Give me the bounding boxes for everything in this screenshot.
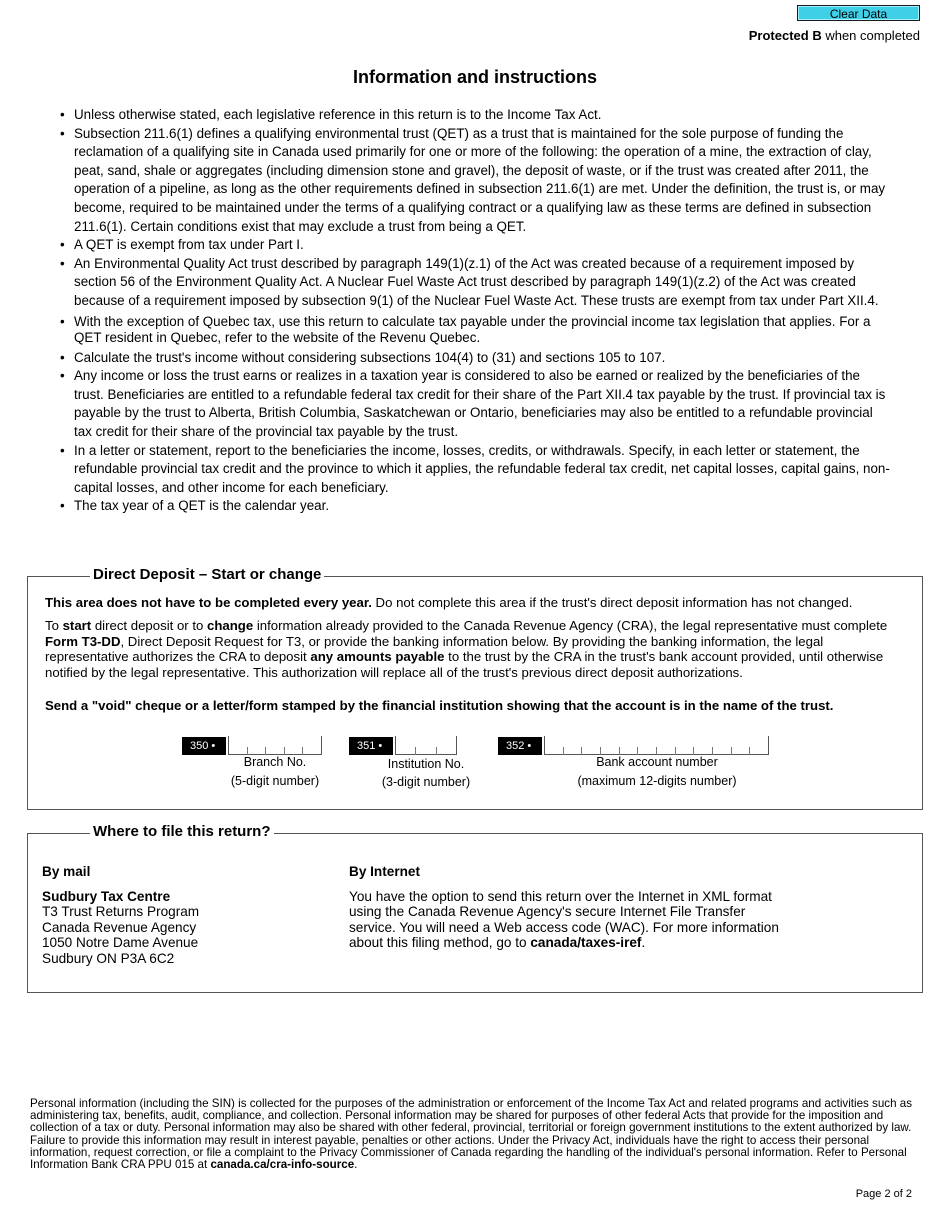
list-item: • An Environmental Quality Act trust described by paragraph 149(1)(z.1) of the Act was created because of a requirement imposed by section 56 of the Environment Quality Act. A Nuclear Fuel Waste Act trust described by paragraph 149(1)(z.2) of the Act was created because of a requirement imposed by subsection 9(1) of the Nuclear Fuel Waste Act. These trusts are exempt from tax under Part XII.4. xyxy=(60,255,879,308)
institution-number-label: Institution No. xyxy=(387,757,465,771)
list-item: • The tax year of a QET is the calendar year. xyxy=(60,498,330,514)
protected-b-notice: Protected B when completed xyxy=(748,28,920,43)
instructions-list xyxy=(58,106,892,516)
list-item: • Calculate the trust's income without considering subsections 104(4) to (31) and sections 105 to 107. xyxy=(60,349,666,365)
address-line: T3 Trust Returns Program xyxy=(42,904,200,920)
institution-number-input[interactable] xyxy=(395,736,457,755)
institution-number-hint: (3-digit number) xyxy=(381,775,471,789)
direct-deposit-note: This area does not have to be completed every year. Do not complete this area if the trust's direct deposit information has not changed. xyxy=(45,595,853,610)
void-cheque-instruction: Send a "void" cheque or a letter/form stamped by the financial institution showing that the account is in the name of the trust. xyxy=(45,698,834,713)
privacy-notice: Personal information (including the SIN) is collected for the purposes of the administration or enforcement of the Income Tax Act and related programs and activities such as administering tax, benefits, audit, compliance, and collection. Personal information may be shared for purposes of other federal Acts that provide for the imposition and collection of a tax or duty. Personal information may also be shared with other federal, provincial, territorial or foreign government institutions to the extent authorized by law. Failure to provide this information may result in interest payable, penalties or other actions. Under the Privacy Act, individuals have the right to access their personal information, request correction, or file a complaint to the Privacy Commissioner of Canada regarding the handling of the individual's personal information. Refer to Personal Information Bank CRA PPU 015 at canada.ca/cra-info-source. xyxy=(30,1097,913,1172)
list-item: • A QET is exempt from tax under Part I. xyxy=(60,237,304,253)
list-item: • Subsection 211.6(1) defines a qualifying environmental trust (QET) as a trust that is maintained for the sole purpose of funding the reclamation of a qualifying site in Canada used primarily for one or more of the following: the operation of a mine, the extraction of clay, peat, sand, shale or aggregates (including dimension stone and gravel), the deposit of waste, or if the trust was created after 2011, the operation of a pipeline, as long as the other requirements defined in subsection 211.6(1) are met. Under the definition, the trust is, or may become, required to be maintained under the terms of a qualifying contract or a qualifying law as these terms are defined in subsection 211.6(1). Certain conditions exist that may exclude a trust from being a QET. xyxy=(60,125,886,234)
by-mail-heading: By mail xyxy=(42,864,91,879)
bank-account-number-hint: (maximum 12-digits number) xyxy=(577,774,737,788)
by-internet-column xyxy=(349,864,789,951)
page-title: Information and instructions xyxy=(352,67,597,87)
line-350-code: 350 • xyxy=(182,737,226,755)
list-item: • Any income or loss the trust earns or realizes in a taxation year is considered to also be earned or realized by the beneficiaries of the trust. Beneficiaries are entitled to a refundable federal tax credit for their share of the Part XII.4 tax payable by the trust. If provincial tax is payable by the trust to Alberta, British Columbia, Saskatchewan or Ontario, beneficiaries may also be entitled to a refundable provincial tax credit for their share of the provincial tax payable by the trust. xyxy=(60,368,886,439)
address-line: Sudbury ON P3A 6C2 xyxy=(42,950,175,966)
list-item: • Unless otherwise stated, each legislative reference in this return is to the Income Tax Act. xyxy=(60,107,602,122)
cra-info-source-link[interactable]: canada.ca/cra-info-source xyxy=(210,1158,355,1172)
by-internet-heading: By Internet xyxy=(349,864,421,879)
direct-deposit-heading: Direct Deposit – Start or change xyxy=(90,566,324,583)
clear-data-button[interactable]: Clear Data xyxy=(797,5,920,21)
bank-account-number-label: Bank account number xyxy=(596,755,718,769)
line-351-code: 351 • xyxy=(349,737,393,755)
list-item: • With the exception of Quebec tax, use this return to calculate tax payable under the provincial income tax legislation that applies. For a QET resident in Quebec, refer to the website of the Revenu Quebec. xyxy=(60,313,871,345)
taxes-iref-link[interactable]: canada/taxes-iref xyxy=(530,935,642,951)
list-item: • In a letter or statement, report to the beneficiaries the income, losses, credits, or withdrawals. Specify, in each letter or statement, the refundable provincial tax credit and the province to which it applies, the refundable federal tax credit, net capital losses, capital gains, non-capital losses, and other income for each beneficiary. xyxy=(60,442,890,495)
direct-deposit-instructions: To start direct deposit or to change information already provided to the Canada Revenue Agency (CRA), the legal representative must complete Form T3-DD, Direct Deposit Request for T3, or provide the banking information below. By providing the banking information, the legal representative authorizes the CRA to deposit any amounts payable to the trust by the CRA in the trust's bank account provided, until otherwise notified by the legal representative. This authorization will replace all of the trust's previous direct deposit authorizations. xyxy=(45,618,888,680)
internet-filing-text: You have the option to send this return over the Internet in XML format using the Canada Revenue Agency's secure Internet File Transfer service. You will need a Web access code (WAC). For more information about this filing method, go to canada/taxes-iref. xyxy=(349,888,779,951)
branch-number-hint: (5-digit number) xyxy=(230,774,320,788)
address-line: 1050 Notre Dame Avenue xyxy=(42,935,199,951)
page-number: Page 2 of 2 xyxy=(855,1188,912,1200)
where-to-file-heading: Where to file this return? xyxy=(90,823,274,840)
by-mail-column xyxy=(42,864,322,967)
line-352-code: 352 • xyxy=(498,737,542,755)
address-line: Canada Revenue Agency xyxy=(42,919,197,935)
tax-centre-name: Sudbury Tax Centre xyxy=(42,888,171,904)
branch-number-label: Branch No. xyxy=(243,755,307,769)
